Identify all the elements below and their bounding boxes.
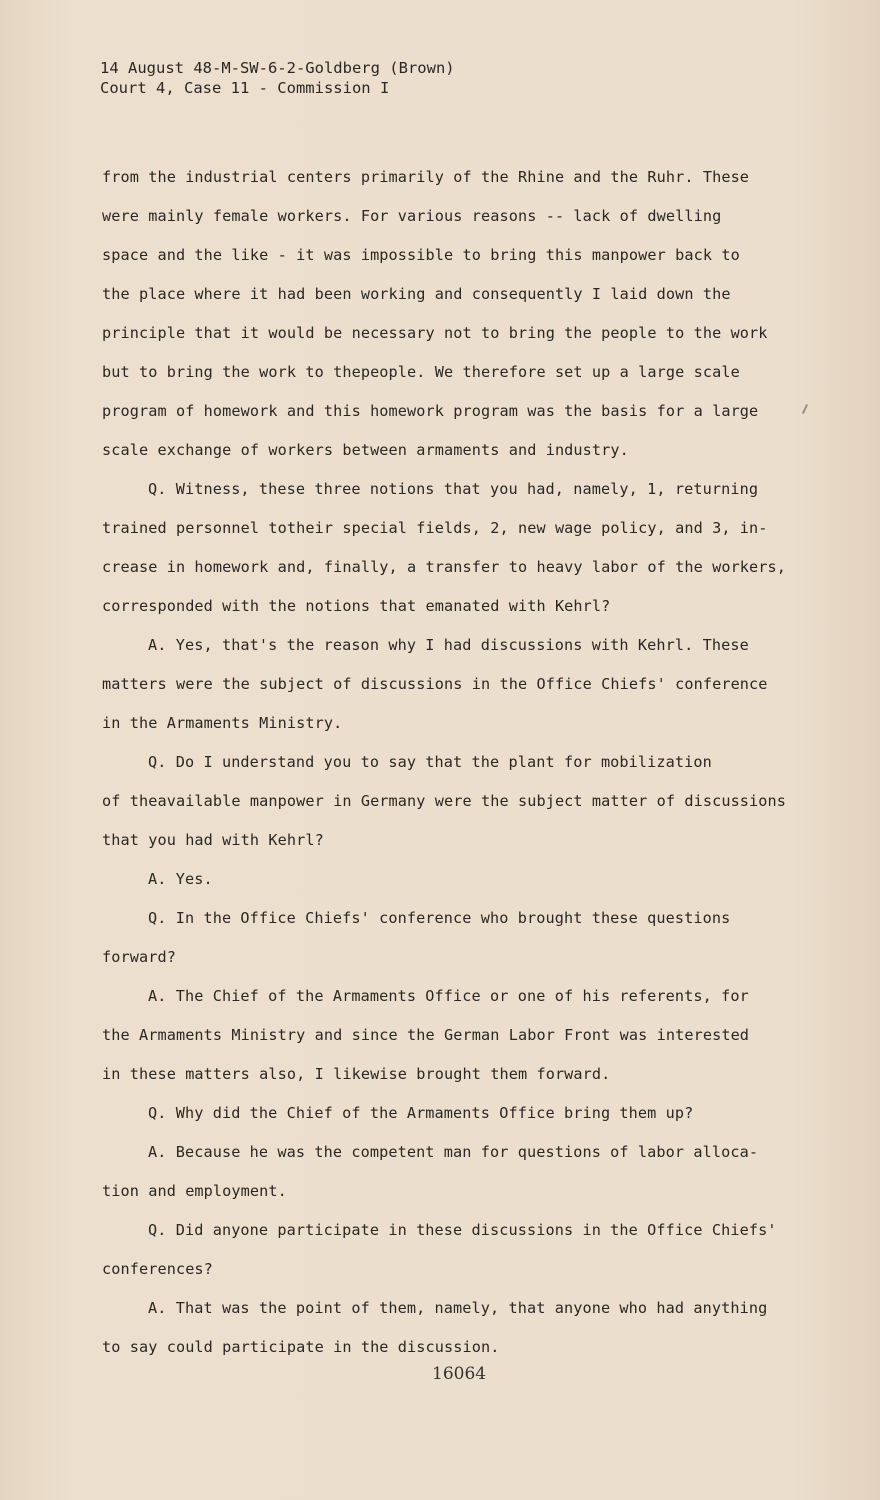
transcript-line: A. Yes, that's the reason why I had discussions with Kehrl. These (148, 636, 749, 654)
transcript-line: that you had with Kehrl? (102, 831, 324, 849)
transcript-line: program of homework and this homework program was the basis for a large (102, 402, 759, 420)
margin-mark (802, 404, 808, 414)
transcript-line: A. Yes. (148, 870, 213, 888)
transcript-line: A. Because he was the competent man for questions of labor alloca- (148, 1143, 759, 1161)
transcript-line: in the Armaments Ministry. (102, 714, 343, 732)
transcript-line: of theavailable manpower in Germany were the subject matter of discussions (102, 792, 787, 810)
page-number: 16064 (432, 1364, 487, 1384)
transcript-line: A. The Chief of the Armaments Office or one of his referents, for (148, 987, 749, 1005)
transcript-line: trained personnel totheir special fields, 2, new wage policy, and 3, in- (102, 519, 768, 537)
transcript-line: tion and employment. (102, 1182, 287, 1200)
transcript-line: but to bring the work to thepeople. We therefore set up a large scale (102, 363, 740, 381)
transcript-line: A. That was the point of them, namely, that anyone who had anything (148, 1299, 768, 1317)
transcript-line: Q. Did anyone participate in these discussions in the Office Chiefs' (148, 1221, 777, 1239)
transcript-line: were mainly female workers. For various reasons -- lack of dwelling (102, 207, 722, 225)
header-line-court: Court 4, Case 11 - Commission I (100, 79, 390, 97)
transcript-line: the place where it had been working and consequently I laid down the (102, 285, 731, 303)
document-header (100, 58, 455, 98)
transcript-line: corresponded with the notions that emanated with Kehrl? (102, 597, 611, 615)
transcript-line: crease in homework and, finally, a transfer to heavy labor of the workers, (102, 558, 787, 576)
transcript-line: from the industrial centers primarily of the Rhine and the Ruhr. These (102, 168, 750, 186)
transcript-line: the Armaments Ministry and since the German Labor Front was interested (102, 1026, 750, 1044)
transcript-line: Q. Witness, these three notions that you had, namely, 1, returning (148, 480, 759, 498)
transcript-line: to say could participate in the discussion. (102, 1338, 500, 1356)
transcript-line: conferences? (102, 1260, 213, 1278)
transcript-line: principle that it would be necessary not to bring the people to the work (102, 324, 768, 342)
transcript-line: in these matters also, I likewise brought them forward. (102, 1065, 611, 1083)
transcript-line: Q. Why did the Chief of the Armaments Office bring them up? (148, 1104, 694, 1122)
transcript-line: matters were the subject of discussions in the Office Chiefs' conference (102, 675, 768, 693)
transcript-line: space and the like - it was impossible to bring this manpower back to (102, 246, 740, 264)
transcript-line: scale exchange of workers between armaments and industry. (102, 441, 629, 459)
header-line-date-case: 14 August 48-M-SW-6-2-Goldberg (Brown) (100, 59, 455, 77)
transcript-line: Q. In the Office Chiefs' conference who brought these questions (148, 909, 731, 927)
transcript-line: Q. Do I understand you to say that the plant for mobilization (148, 753, 712, 771)
transcript-line: forward? (102, 948, 176, 966)
